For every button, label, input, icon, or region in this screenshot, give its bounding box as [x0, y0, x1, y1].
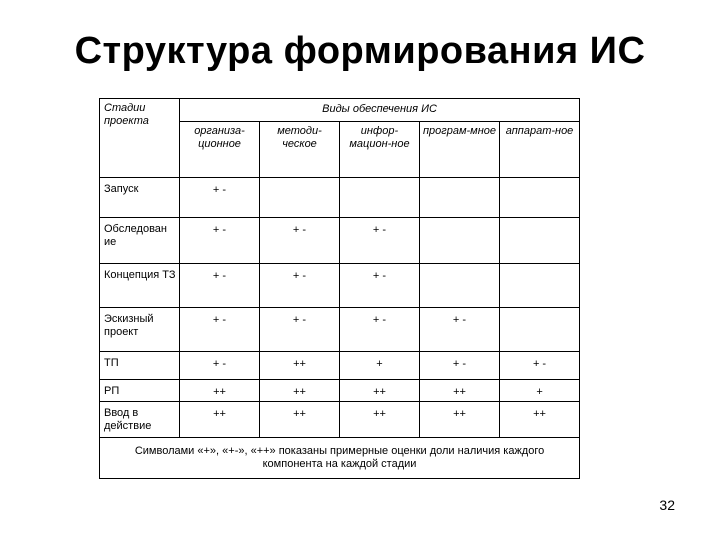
stage-header: Стадии проекта: [100, 99, 180, 178]
table-row: [100, 264, 580, 308]
value-cell: + -: [420, 352, 500, 380]
value-cell: + -: [340, 264, 420, 308]
column-header: организа-ционное: [180, 122, 260, 178]
stage-cell: Эскизный проект: [100, 308, 180, 352]
value-cell: + -: [180, 178, 260, 218]
value-cell: + -: [180, 264, 260, 308]
value-cell: ++: [260, 402, 340, 438]
stage-cell: Ввод в действие: [100, 402, 180, 438]
stage-cell: Запуск: [100, 178, 180, 218]
value-cell: ++: [340, 402, 420, 438]
value-cell: [420, 218, 500, 264]
value-cell: ++: [180, 402, 260, 438]
value-cell: ++: [420, 402, 500, 438]
table-row: [100, 308, 580, 352]
column-header: програм-мное: [420, 122, 500, 178]
value-cell: ++: [340, 380, 420, 402]
value-cell: ++: [180, 380, 260, 402]
stage-cell: РП: [100, 380, 180, 402]
value-cell: [500, 264, 580, 308]
value-cell: +: [500, 380, 580, 402]
value-cell: + -: [420, 308, 500, 352]
value-cell: + -: [180, 218, 260, 264]
page-number: 32: [659, 497, 675, 513]
value-cell: + -: [260, 308, 340, 352]
value-cell: [500, 308, 580, 352]
table-row: [100, 178, 580, 218]
value-cell: + -: [260, 218, 340, 264]
value-cell: ++: [420, 380, 500, 402]
table-row: [100, 402, 580, 438]
value-cell: + -: [500, 352, 580, 380]
value-cell: + -: [180, 352, 260, 380]
value-cell: [500, 218, 580, 264]
value-cell: [420, 178, 500, 218]
table-note: Символами «+», «+-», «++» показаны примерные оценки доли наличия каждого компонента на каждой стадии: [100, 438, 580, 479]
table-row: [100, 380, 580, 402]
value-cell: +: [340, 352, 420, 380]
structure-table: [99, 98, 580, 479]
value-cell: + -: [340, 308, 420, 352]
value-cell: ++: [260, 380, 340, 402]
stage-cell: Обследован ие: [100, 218, 180, 264]
table-row: [100, 352, 580, 380]
column-header: аппарат-ное: [500, 122, 580, 178]
column-header: методи-ческое: [260, 122, 340, 178]
value-cell: [500, 178, 580, 218]
value-cell: + -: [340, 218, 420, 264]
table-row: [100, 218, 580, 264]
value-cell: ++: [260, 352, 340, 380]
value-cell: ++: [500, 402, 580, 438]
value-cell: + -: [260, 264, 340, 308]
page-title: Структура формирования ИС: [74, 30, 646, 72]
value-cell: [420, 264, 500, 308]
value-cell: + -: [180, 308, 260, 352]
stage-cell: Концепция ТЗ: [100, 264, 180, 308]
value-cell: [340, 178, 420, 218]
value-cell: [260, 178, 340, 218]
group-header: Виды обеспечения ИС: [180, 99, 580, 122]
stage-cell: ТП: [100, 352, 180, 380]
column-header: инфор-мацион-ное: [340, 122, 420, 178]
